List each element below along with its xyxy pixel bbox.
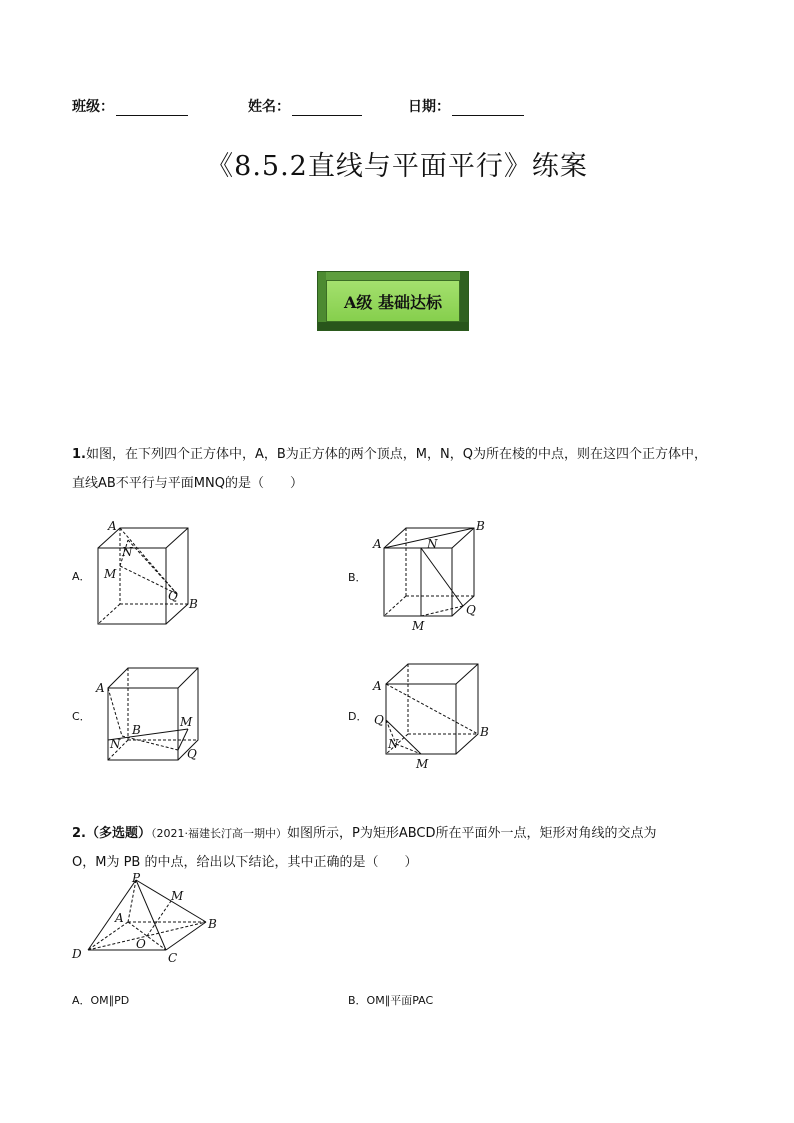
q2-option-b: B．OM∥平面PAC: [348, 994, 434, 1007]
cube-figure-a: [90, 520, 220, 632]
label-n: N: [388, 737, 399, 751]
question-1-line2: 直线AB不平行与平面MNQ的是（ ）: [72, 476, 303, 491]
label-q: Q: [187, 747, 197, 761]
label-m: M: [180, 715, 193, 729]
label-a: A: [373, 537, 382, 551]
name-blank[interactable]: [292, 101, 362, 116]
label-n: N: [427, 537, 438, 551]
pyramid-figure: [70, 870, 230, 966]
cube-figure-d: [368, 660, 498, 772]
label-a: A: [115, 911, 124, 925]
label-n: N: [110, 737, 121, 751]
page-title: 《8.5.2直线与平面平行》练案: [206, 151, 588, 182]
label-b: B: [208, 917, 217, 931]
question-2-source: （2021·福建长汀高一期中）: [151, 827, 287, 840]
question-2: [72, 819, 726, 877]
label-a: A: [96, 681, 105, 695]
label-q: Q: [168, 589, 178, 603]
date-field[interactable]: 日期：: [408, 96, 524, 116]
class-blank[interactable]: [116, 101, 188, 116]
cube-figure-c: [92, 662, 222, 772]
date-blank[interactable]: [452, 101, 524, 116]
label-m: M: [412, 619, 425, 633]
label-b: B: [476, 519, 485, 533]
label-b: B: [189, 597, 198, 611]
level-badge: [317, 271, 469, 331]
question-2-number: 2.: [72, 826, 86, 841]
label-c: C: [168, 951, 178, 965]
label-m: M: [416, 757, 429, 771]
option-b-label: B．: [348, 571, 367, 584]
option-c-label: C．: [72, 710, 91, 723]
label-d: D: [72, 947, 82, 961]
name-field[interactable]: 姓名：: [248, 96, 362, 116]
label-m: M: [104, 567, 117, 581]
option-d-label: D．: [348, 710, 368, 723]
label-a: A: [373, 679, 382, 693]
label-b: B: [132, 723, 141, 737]
level-badge-label: A级 基础达标: [326, 280, 460, 322]
cube-figure-b: [368, 518, 498, 634]
question-1-number: 1.: [72, 447, 86, 462]
q2-option-a: A．OM∥PD: [72, 994, 130, 1007]
label-n: N: [122, 545, 133, 559]
label-m: M: [171, 889, 184, 903]
label-q: Q: [374, 713, 384, 727]
question-2-tag: （多选题）: [85, 826, 151, 841]
label-p: P: [132, 871, 141, 885]
question-1-line1: 如图，在下列四个正方体中，A，B为正方体的两个顶点，M，N，Q为所在棱的中点，则在这四个正方体中，: [85, 447, 707, 462]
question-2-line1: 如图所示，P为矩形ABCD所在平面外一点，矩形对角线的交点为: [287, 826, 657, 841]
question-1: [72, 440, 726, 498]
label-a: A: [108, 520, 117, 533]
label-b: B: [480, 725, 489, 739]
label-q: Q: [466, 603, 476, 617]
class-field[interactable]: 班级：: [72, 96, 188, 116]
question-2-line2: O，M为 PB 的中点，给出以下结论，其中正确的是（ ）: [72, 855, 418, 870]
label-o: O: [136, 937, 146, 951]
option-a-label: A．: [72, 570, 91, 583]
